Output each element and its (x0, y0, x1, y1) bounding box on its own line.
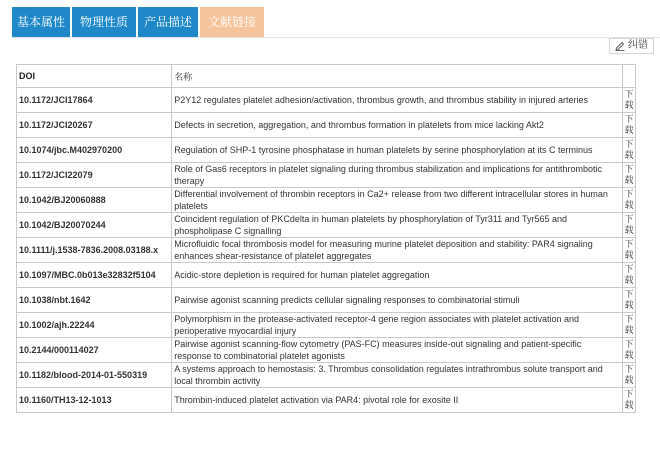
tab-physical-properties[interactable]: 物理性质 (72, 7, 136, 37)
title-cell: Thrombin-induced platelet activation via PAR4: pivotal role for exosite II (172, 388, 623, 413)
doi-cell[interactable]: 10.1111/j.1538-7836.2008.03188.x (17, 238, 172, 263)
header-download (622, 65, 635, 88)
table-row (17, 338, 636, 363)
doi-cell[interactable]: 10.1074/jbc.M402970200 (17, 138, 172, 163)
tab-divider (12, 37, 660, 38)
tab-basic-properties[interactable]: 基本属性 (12, 7, 70, 37)
title-cell: Defects in secretion, aggregation, and thrombus formation in platelets from mice lacking Akt2 (172, 113, 623, 138)
doi-cell[interactable]: 10.1038/nbt.1642 (17, 288, 172, 313)
table-row (17, 388, 636, 413)
download-link[interactable]: 下载 (622, 238, 635, 263)
download-link[interactable]: 下载 (622, 288, 635, 313)
doi-cell[interactable]: 10.1172/JCI20267 (17, 113, 172, 138)
errata-label: 纠错 (628, 40, 648, 51)
doi-cell[interactable]: 10.1002/ajh.22244 (17, 313, 172, 338)
download-link[interactable]: 下载 (622, 263, 635, 288)
download-link[interactable]: 下载 (622, 213, 635, 238)
title-cell: Role of Gas6 receptors in platelet signaling during thrombus stabilization and implications for antithrombotic therapy (172, 163, 623, 188)
doi-cell[interactable]: 10.1042/BJ20070244 (17, 213, 172, 238)
errata-button[interactable] (609, 38, 654, 54)
doi-cell[interactable]: 10.1172/JCI22079 (17, 163, 172, 188)
download-link[interactable]: 下载 (622, 163, 635, 188)
table-row (17, 238, 636, 263)
doi-cell[interactable]: 10.2144/000114027 (17, 338, 172, 363)
table-row (17, 138, 636, 163)
header-title: 名称 (172, 65, 623, 88)
download-link[interactable]: 下载 (622, 313, 635, 338)
title-cell: Differential involvement of thrombin receptors in Ca2+ release from two different intracellular stores in human platelets (172, 188, 623, 213)
doi-cell[interactable]: 10.1097/MBC.0b013e32832f5104 (17, 263, 172, 288)
tab-bar (12, 7, 266, 37)
download-link[interactable]: 下载 (622, 363, 635, 388)
title-cell: Acidic-store depletion is required for human platelet aggregation (172, 263, 623, 288)
title-cell: Polymorphism in the protease-activated receptor-4 gene region associates with platelet activation and perioperative myocardial injury (172, 313, 623, 338)
table-row (17, 88, 636, 113)
title-cell: Microfluidic focal thrombosis model for measuring murine platelet deposition and stability: PAR4 signaling enhances shear-resistance of platelet aggregates (172, 238, 623, 263)
doi-cell[interactable]: 10.1160/TH13-12-1013 (17, 388, 172, 413)
title-cell: Coincident regulation of PKCdelta in human platelets by phosphorylation of Tyr311 and Tyr565 and phospholipase C signalling (172, 213, 623, 238)
doi-cell[interactable]: 10.1042/BJ20060888 (17, 188, 172, 213)
title-cell: Regulation of SHP-1 tyrosine phosphatase in human platelets by serine phosphorylation at its C terminus (172, 138, 623, 163)
table-row (17, 263, 636, 288)
tab-product-description[interactable]: 产品描述 (138, 7, 198, 37)
header-doi: DOI (17, 65, 172, 88)
table-row (17, 288, 636, 313)
edit-icon (615, 41, 625, 51)
download-link[interactable]: 下载 (622, 138, 635, 163)
title-cell: A systems approach to hemostasis: 3. Thrombus consolidation regulates intrathrombus solute transport and local thrombin activity (172, 363, 623, 388)
title-cell: P2Y12 regulates platelet adhesion/activation, thrombus growth, and thrombus stability in injured arteries (172, 88, 623, 113)
title-cell: Pairwise agonist scanning-flow cytometry (PAS-FC) measures inside-out signaling and patient-specific response to combinatorial platelet agonists (172, 338, 623, 363)
table-row (17, 313, 636, 338)
table-row (17, 363, 636, 388)
literature-table (16, 64, 636, 413)
doi-cell[interactable]: 10.1182/blood-2014-01-550319 (17, 363, 172, 388)
table-row (17, 113, 636, 138)
doi-cell[interactable]: 10.1172/JCI17864 (17, 88, 172, 113)
tab-literature-links[interactable]: 文献链接 (200, 7, 264, 37)
table-header-row (17, 65, 636, 88)
download-link[interactable]: 下载 (622, 388, 635, 413)
download-link[interactable]: 下载 (622, 88, 635, 113)
table-row (17, 163, 636, 188)
download-link[interactable]: 下载 (622, 188, 635, 213)
download-link[interactable]: 下载 (622, 338, 635, 363)
title-cell: Pairwise agonist scanning predicts cellular signaling responses to combinatorial stimuli (172, 288, 623, 313)
table-row (17, 213, 636, 238)
table-row (17, 188, 636, 213)
download-link[interactable]: 下载 (622, 113, 635, 138)
